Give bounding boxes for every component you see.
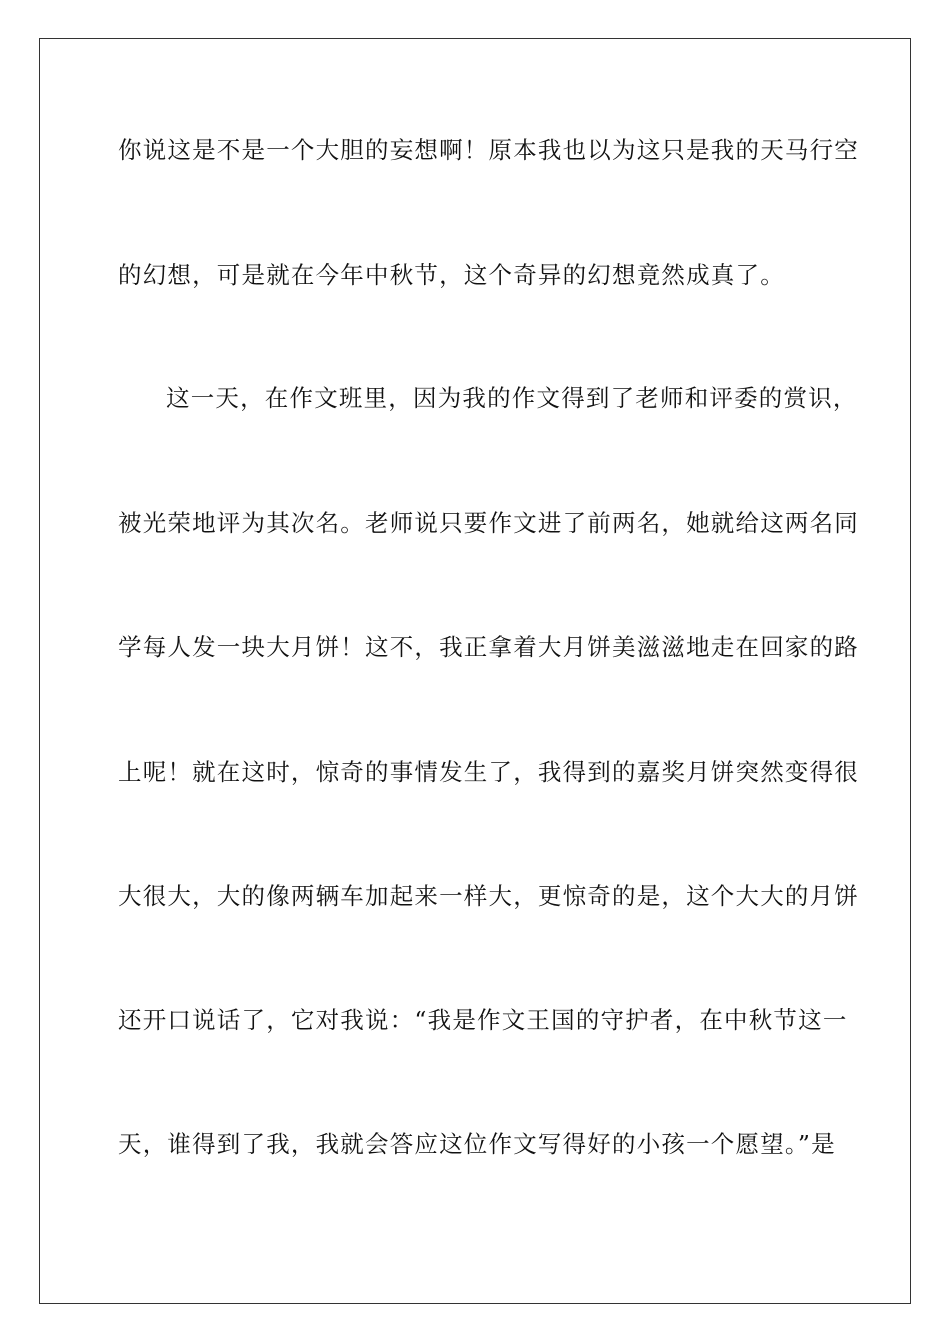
text-line-7: 大很大，大的像两辆车加起来一样大，更惊奇的是，这个大大的月饼: [118, 882, 859, 910]
text-line-8: 还开口说话了，它对我说：“我是作文王国的守护者，在中秋节这一: [118, 1006, 848, 1034]
text-line-4: 被光荣地评为其次名。老师说只要作文进了前两名，她就给这两名同: [118, 509, 859, 537]
text-line-3: 这一天，在作文班里，因为我的作文得到了老师和评委的赏识，: [166, 384, 858, 412]
text-line-2: 的幻想，可是就在今年中秋节，这个奇异的幻想竟然成真了。: [118, 261, 785, 289]
text-line-6: 上呢！就在这时，惊奇的事情发生了，我得到的嘉奖月饼突然变得很: [118, 758, 859, 786]
page-border: [39, 38, 911, 1304]
text-line-1: 你说这是不是一个大胆的妄想啊！原本我也以为这只是我的天马行空: [118, 136, 859, 164]
text-line-5: 学每人发一块大月饼！这不，我正拿着大月饼美滋滋地走在回家的路: [118, 633, 859, 661]
text-line-9: 天，谁得到了我，我就会答应这位作文写得好的小孩一个愿望。”是: [118, 1130, 836, 1158]
